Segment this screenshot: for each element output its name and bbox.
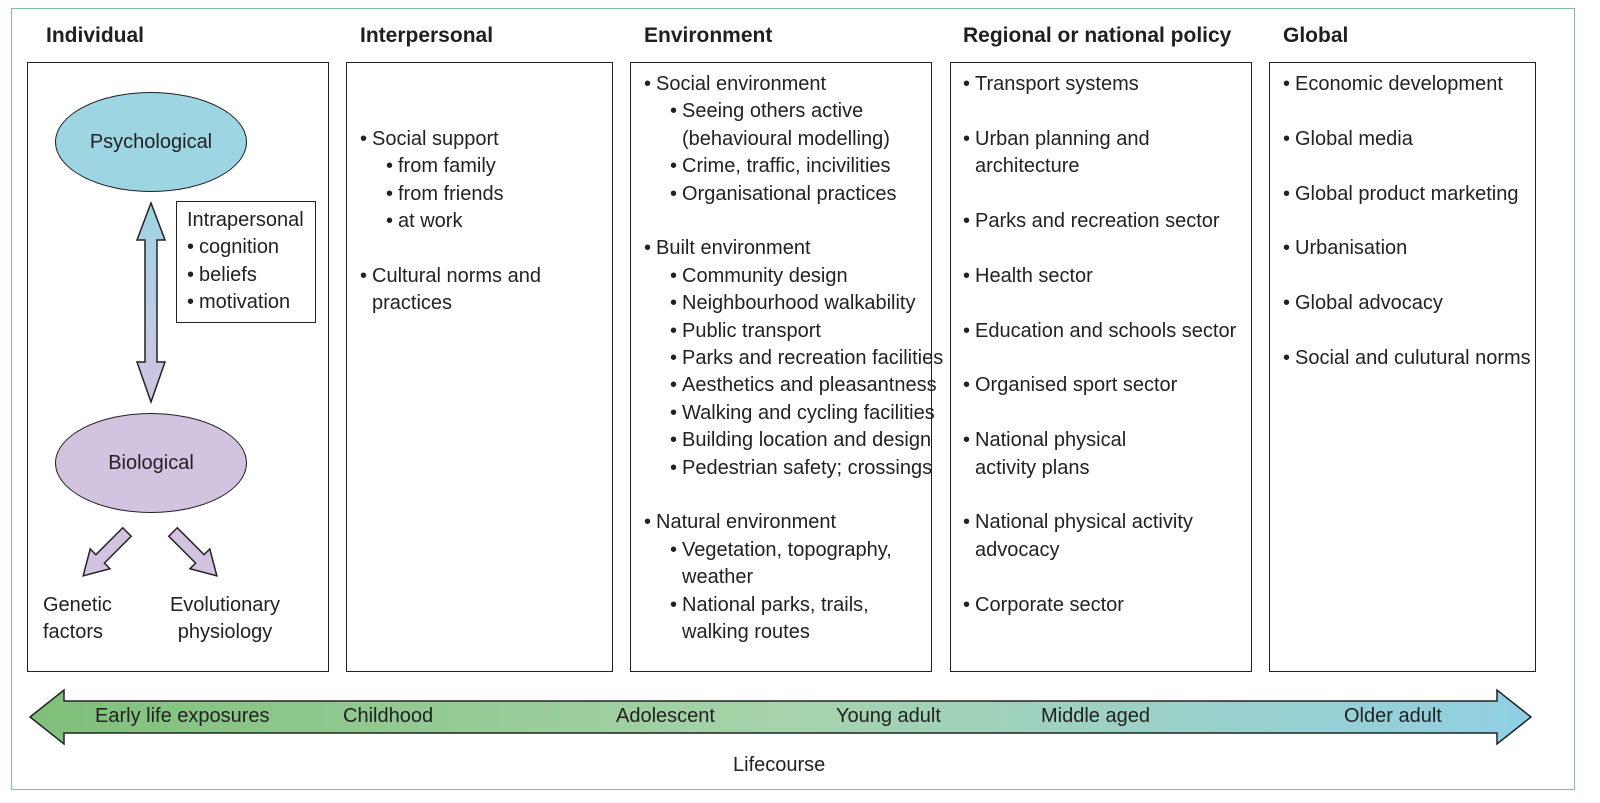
policy-item: • National physical activity advocacy xyxy=(963,509,1236,564)
natural-env-sub-item: • National parks, trails, walking routes xyxy=(670,592,943,647)
arrow-evolutionary xyxy=(163,522,227,586)
environment-content xyxy=(644,71,943,647)
global-item: • Global media xyxy=(1283,126,1531,153)
heading-individual: Individual xyxy=(46,24,145,47)
policy-content xyxy=(963,71,1236,619)
social-env-sub-item: • Organisational practices xyxy=(670,181,943,208)
natural-environment-item: • Natural environment • Vegetation, topography, weather • National parks, trails, walking routes xyxy=(644,509,943,646)
stage-older-adult: Older adult xyxy=(1344,705,1442,727)
cultural-norms-item: • Cultural norms and practices xyxy=(360,263,541,318)
support-item: • from family xyxy=(386,153,541,180)
stage-childhood: Childhood xyxy=(343,705,434,727)
built-environment-item: • Built environment • Community design • Neighbourhood walkability • Public transport • Parks and recreation facilities • Aesthetics and pleasantness • Walking and cycling facilities • Building location and design • Pedestrian safety; crossings xyxy=(644,235,943,482)
policy-item: • Parks and recreation sector xyxy=(963,208,1236,235)
global-item: • Social and culutural norms xyxy=(1283,345,1531,372)
built-env-sub-item: • Parks and recreation facilities xyxy=(670,345,943,372)
global-item: • Global advocacy xyxy=(1283,290,1531,317)
built-env-sub-item: • Public transport xyxy=(670,318,943,345)
intrapersonal-item: • motivation xyxy=(187,289,315,316)
policy-item: • Health sector xyxy=(963,263,1236,290)
policy-item: • National physical activity plans xyxy=(963,427,1236,482)
built-env-sub-item: • Community design xyxy=(670,263,943,290)
social-support-item: • Social support • from family • from friends • at work xyxy=(360,126,541,236)
psychological-oval xyxy=(55,92,247,192)
policy-item: • Organised sport sector xyxy=(963,372,1236,399)
heading-policy: Regional or national policy xyxy=(963,24,1232,47)
heading-interpersonal: Interpersonal xyxy=(360,24,494,47)
social-environment-item: • Social environment • Seeing others active (behavioural modelling) • Crime, traffic, incivilities • Organisational practices xyxy=(644,71,943,208)
intrapersonal-title: Intrapersonal xyxy=(187,209,304,231)
stage-adolescent: Adolescent xyxy=(616,705,715,727)
genetic-factors-label: Genetic factors xyxy=(43,594,112,644)
natural-env-sub-item: • Vegetation, topography, weather xyxy=(670,537,943,592)
global-item: • Global product marketing xyxy=(1283,181,1531,208)
built-env-sub-item: • Neighbourhood walkability xyxy=(670,290,943,317)
intrapersonal-item: • beliefs xyxy=(187,262,315,289)
intrapersonal-item: • cognition xyxy=(187,234,315,261)
policy-item: • Education and schools sector xyxy=(963,318,1236,345)
heading-global: Global xyxy=(1283,24,1349,47)
heading-environment: Environment xyxy=(644,24,773,47)
intrapersonal-list xyxy=(187,234,315,316)
policy-item: • Transport systems xyxy=(963,71,1236,98)
global-content xyxy=(1283,71,1531,372)
arrow-genetic xyxy=(73,522,137,586)
stage-young-adult: Young adult xyxy=(836,705,941,727)
global-item: • Urbanisation xyxy=(1283,235,1531,262)
social-env-sub-item: • Seeing others active (behavioural modelling) xyxy=(670,98,943,153)
intrapersonal-box xyxy=(176,201,316,323)
interpersonal-content xyxy=(360,126,541,318)
biological-label: Biological xyxy=(108,451,194,474)
evolutionary-physiology-label: Evolutionary physiology xyxy=(169,594,281,644)
policy-item: • Corporate sector xyxy=(963,592,1236,619)
stage-middle-aged: Middle aged xyxy=(1041,705,1150,727)
support-item: • from friends xyxy=(386,181,541,208)
stage-early-life: Early life exposures xyxy=(95,705,270,727)
social-env-sub-item: • Crime, traffic, incivilities xyxy=(670,153,943,180)
global-item: • Economic development xyxy=(1283,71,1531,98)
biological-oval xyxy=(55,413,247,513)
built-env-sub-item: • Building location and design xyxy=(670,427,943,454)
support-item: • at work xyxy=(386,208,541,235)
double-arrow xyxy=(137,203,165,402)
policy-item: • Urban planning and architecture xyxy=(963,126,1236,181)
lifecourse-label: Lifecourse xyxy=(733,754,826,776)
built-env-sub-item: • Aesthetics and pleasantness xyxy=(670,372,943,399)
psychological-label: Psychological xyxy=(89,130,213,153)
built-env-sub-item: • Walking and cycling facilities xyxy=(670,400,943,427)
built-env-sub-item: • Pedestrian safety; crossings xyxy=(670,455,943,482)
